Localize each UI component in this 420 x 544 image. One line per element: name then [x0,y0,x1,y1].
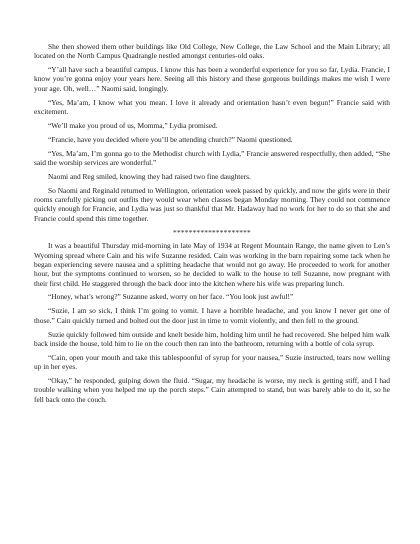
paragraph: “Okay,” he responded, gulping down the fluid. “Sugar, my headache is worse, my neck is getting stiff, and I had trouble walking when you helped me up the porch steps.” Cain attempted to stand, but was barely able to do it, so he fell back onto the couch. [34,375,390,404]
paragraph: “Francie, have you decided where you’ll be attending church?” Naomi questioned. [48,134,293,144]
paragraph: “Suzie, I am so sick, I think I’m going to vomit. I have a horrible headache, and you know I never get one of those.” Cain quickly turned and bolted out the door just in time to vomit violently, and then fell to the ground. [34,306,390,325]
paragraph: Naomi and Reg smiled, knowing they had raised two fine daughters. [48,171,251,181]
paragraph: “Yes, Ma’am, I’m gonna go to the Methodist church with Lydia,” Francie answered respectfully, then added, “She said the worship services are wonderful.” [34,148,390,167]
paragraph: It was a beautiful Thursday mid-morning in late May of 1934 at Regent Mountain Range, the name given to Len’s Wyoming spread where Cain and his wife Suzanne resided. Cain was working in the barn repairing some tack when he began experiencing severe nausea and a splitting headache that would not go away. He proceeded to work for another hour, but the symptoms continued to worsen, so he decided to walk to the house to tell Suzanne, now pregnant with their first child. He staggered through the back door into the kitchen where his wife was preparing lunch. [34,241,390,288]
paragraph: “Honey, what’s wrong?” Suzanne asked, worry on her face. “You look just awful!” [48,292,294,302]
paragraph: She then showed them other buildings like Old College, New College, the Law School and the Main Library; all located on the North Campus Quadrangle nestled amongst centuries-old oaks. [34,42,390,61]
paragraph: So Naomi and Reginald returned to Wellington, orientation week passed by quickly, and now the girls were in their rooms carefully picking out outfits they would wear when classes began Monday morning. They could not commence quickly enough for Francie, and Lydia was just so thankful that Mr. Hadaway had no work for her to do so that she and Francie could spend this time together. [34,185,390,223]
paragraph: Suzie quickly followed him outside and knelt beside him, holding him until he had recovered. She helped him walk back inside the house, told him to lie on the couch then ran into the bathroom, returning with a bottle of cola syrup. [34,329,390,348]
paragraph: “Cain, open your mouth and take this tablespoonful of syrup for your nausea,” Suzie instructed, tears now welling up in her eyes. [34,352,390,372]
paragraph: “Y’all have such a beautiful campus. I know this has been a wonderful experience for you so far, Lydia. Francie, I know you’re gonna enjoy your years here. Seeing all this history and these gorgeous buildings makes me wish I were your age. Oh, well…” Naomi said, longingly. [34,65,390,93]
paragraph: “Yes, Ma’am, I know what you mean. I love it already and orientation hasn’t even begun!” Francie said with excitement. [34,97,390,116]
scene-separator: ******************** [173,227,251,237]
paragraph: “We’ll make you proud of us, Momma,” Lydia promised. [48,120,218,130]
